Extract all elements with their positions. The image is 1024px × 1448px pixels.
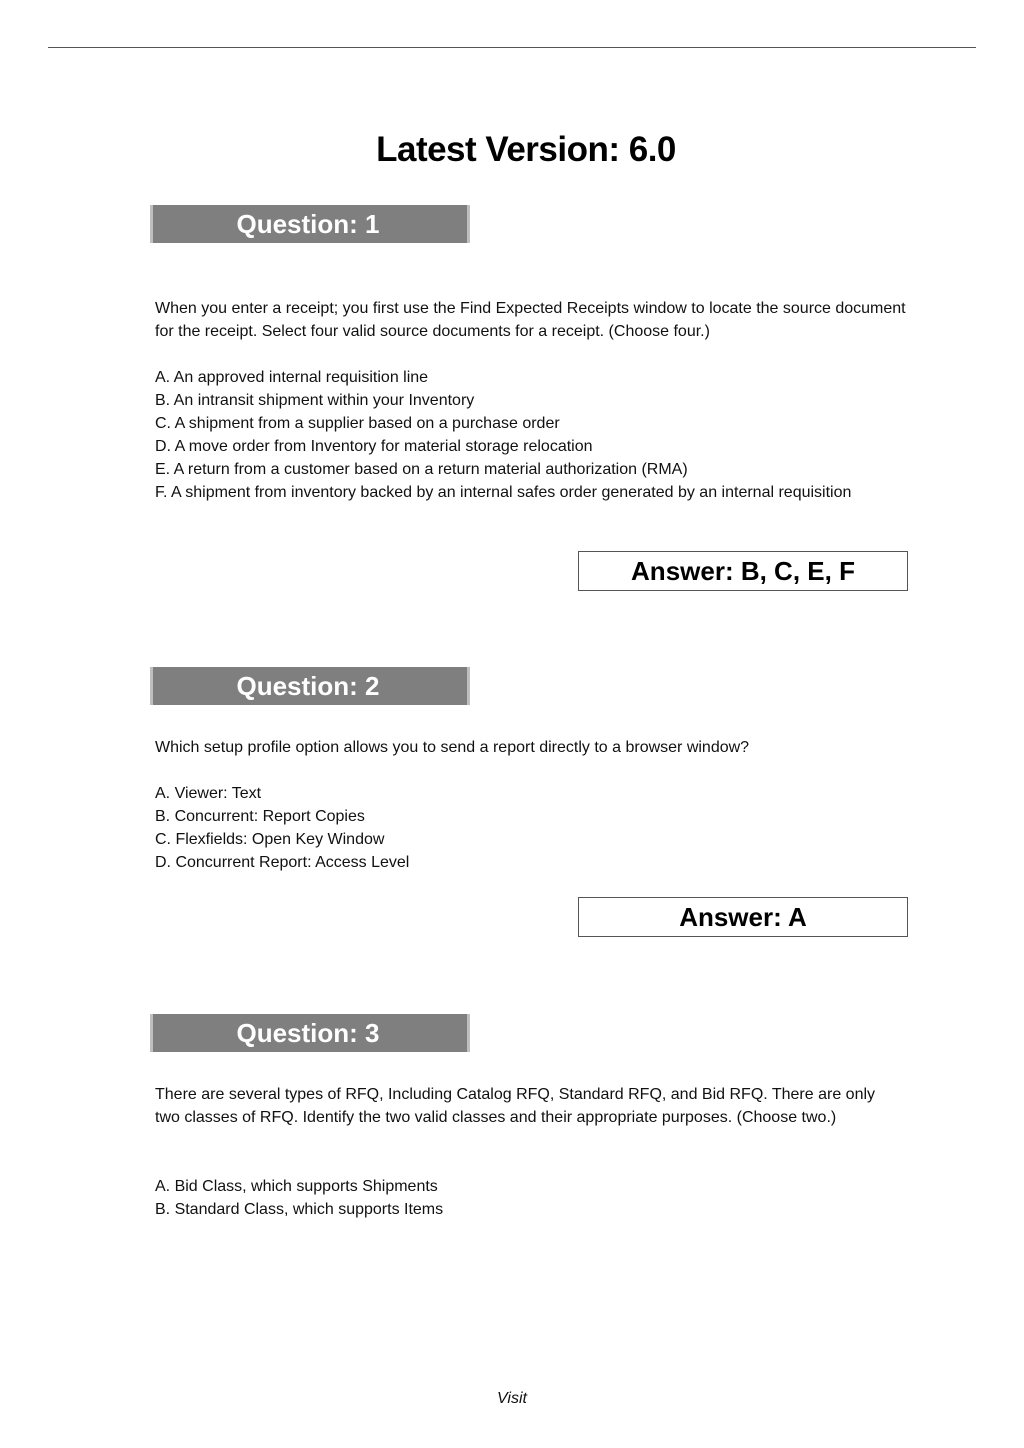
top-divider bbox=[48, 47, 976, 48]
question-3-prompt: There are several types of RFQ, Including Catalog RFQ, Standard RFQ, and Bid RFQ. There are only two classes of RFQ. Identify the two valid classes and their appropriate purposes. (Choose two.) bbox=[155, 1086, 876, 1126]
option-c: C. A shipment from a supplier based on a purchase order bbox=[155, 415, 560, 432]
option-c: C. Flexfields: Open Key Window bbox=[155, 831, 385, 848]
option-d: D. Concurrent Report: Access Level bbox=[155, 854, 410, 871]
question-1-text bbox=[155, 297, 915, 343]
question-2-prompt: Which setup profile option allows you to send a report directly to a browser window? bbox=[155, 739, 750, 756]
option-a: A. Bid Class, which supports Shipments bbox=[155, 1178, 438, 1195]
question-2-header: Question: 2 bbox=[150, 667, 470, 705]
option-a: A. Viewer: Text bbox=[155, 785, 262, 802]
option-d: D. A move order from Inventory for material storage relocation bbox=[155, 438, 593, 455]
question-1-prompt: When you enter a receipt; you first use the Find Expected Receipts window to locate the source document for the receipt. Select four valid source documents for a receipt. (Choose four.) bbox=[155, 300, 906, 340]
option-e: E. A return from a customer based on a return material authorization (RMA) bbox=[155, 461, 688, 478]
question-3-options bbox=[155, 1175, 915, 1221]
question-2-answer: Answer: A bbox=[578, 897, 908, 937]
question-2-options bbox=[155, 782, 915, 874]
option-b: B. Concurrent: Report Copies bbox=[155, 808, 365, 825]
footer-visit-text: Visit bbox=[497, 1390, 527, 1407]
option-a: A. An approved internal requisition line bbox=[155, 369, 429, 386]
option-b: B. Standard Class, which supports Items bbox=[155, 1201, 444, 1218]
question-3-text bbox=[155, 1083, 895, 1129]
question-2-text bbox=[155, 736, 915, 759]
question-1-header: Question: 1 bbox=[150, 205, 470, 243]
question-1-answer: Answer: B, C, E, F bbox=[578, 551, 908, 591]
option-f: F. A shipment from inventory backed by an internal safes order generated by an internal requisition bbox=[155, 484, 852, 501]
question-3-header: Question: 3 bbox=[150, 1014, 470, 1052]
question-1-options bbox=[155, 366, 915, 504]
option-b: B. An intransit shipment within your Inventory bbox=[155, 392, 475, 409]
page-title: Latest Version: 6.0 bbox=[376, 130, 676, 169]
